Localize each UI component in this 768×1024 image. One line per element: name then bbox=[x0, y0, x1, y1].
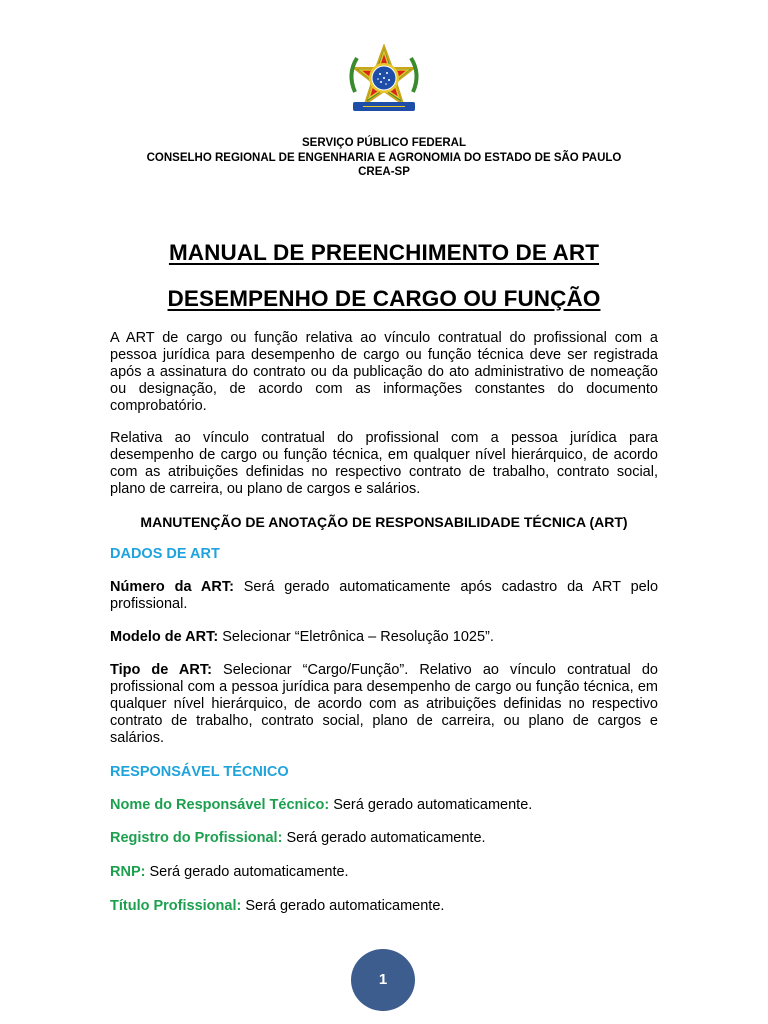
tipo-art-label: Tipo de ART: bbox=[110, 662, 212, 678]
nome-responsavel-text: Será gerado automaticamente. bbox=[329, 797, 533, 813]
dados-art-heading: DADOS DE ART bbox=[110, 546, 220, 562]
rnp-label: RNP: bbox=[110, 864, 146, 880]
modelo-art-label: Modelo de ART: bbox=[110, 629, 219, 645]
registro-profissional-item bbox=[110, 830, 486, 846]
intro-paragraph-2: Relativa ao vínculo contratual do profissional com a pessoa jurídica para desempenho de cargo ou função técnica, em qualquer nível hierárquico, de acordo com as atribuições definidas no respectivo contrato de trabalho, contrato social, plano de carreira, ou plano de cargos e salários. bbox=[110, 430, 658, 497]
titulo-profissional-item bbox=[110, 898, 444, 914]
registro-profissional-label: Registro do Profissional: bbox=[110, 830, 283, 846]
nome-responsavel-item bbox=[110, 797, 532, 813]
registro-profissional-text: Será gerado automaticamente. bbox=[282, 830, 486, 846]
rnp-item bbox=[110, 864, 349, 880]
nome-responsavel-label: Nome do Responsável Técnico: bbox=[110, 797, 330, 813]
tipo-art-text: Selecionar “Cargo/Função”. Relativo ao vínculo contratual do profissional com a pessoa jurídica para desempenho de cargo ou função técnica, em qualquer nível hierárquico, de acordo com as atribuições definidas no respectivo contrato de trabalho, contrato social, plano de carreira, ou plano de cargos e salários. bbox=[110, 662, 658, 746]
titulo-profissional-text: Será gerado automaticamente. bbox=[241, 898, 445, 914]
institution-header bbox=[0, 136, 768, 180]
modelo-art-text: Selecionar “Eletrônica – Resolução 1025”. bbox=[218, 629, 494, 645]
modelo-art-item bbox=[110, 629, 658, 646]
section-heading: MANUTENÇÃO DE ANOTAÇÃO DE RESPONSABILIDADE TÉCNICA (ART) bbox=[140, 514, 628, 530]
page-subtitle: DESEMPENHO DE CARGO OU FUNÇÃO bbox=[167, 286, 601, 311]
header-line-council: CONSELHO REGIONAL DE ENGENHARIA E AGRONOMIA DO ESTADO DE SÃO PAULO bbox=[146, 151, 622, 164]
tipo-art-item bbox=[110, 662, 658, 747]
header-line-service: SERVIÇO PÚBLICO FEDERAL bbox=[302, 137, 466, 149]
header-line-crea: CREA-SP bbox=[358, 166, 410, 178]
brazil-coat-of-arms-icon bbox=[341, 44, 427, 120]
page-title: MANUAL DE PREENCHIMENTO DE ART bbox=[168, 240, 600, 265]
titulo-profissional-label: Título Profissional: bbox=[110, 898, 242, 914]
numero-art-item bbox=[110, 579, 658, 613]
responsavel-tecnico-heading: RESPONSÁVEL TÉCNICO bbox=[110, 764, 289, 780]
numero-art-text: Será gerado automaticamente após cadastro da ART pelo profissional. bbox=[110, 579, 659, 612]
page-number-badge: 1 bbox=[351, 949, 415, 1011]
intro-paragraph-1: A ART de cargo ou função relativa ao vínculo contratual do profissional com a pessoa jurídica para desempenho de cargo ou função técnica deve ser registrada após a assinatura do contrato ou da publicação do ato administrativo de nomeação ou designação, de acordo com as informações constantes do documento comprobatório. bbox=[110, 330, 658, 414]
rnp-text: Será gerado automaticamente. bbox=[145, 864, 349, 880]
numero-art-label: Número da ART: bbox=[110, 579, 234, 595]
